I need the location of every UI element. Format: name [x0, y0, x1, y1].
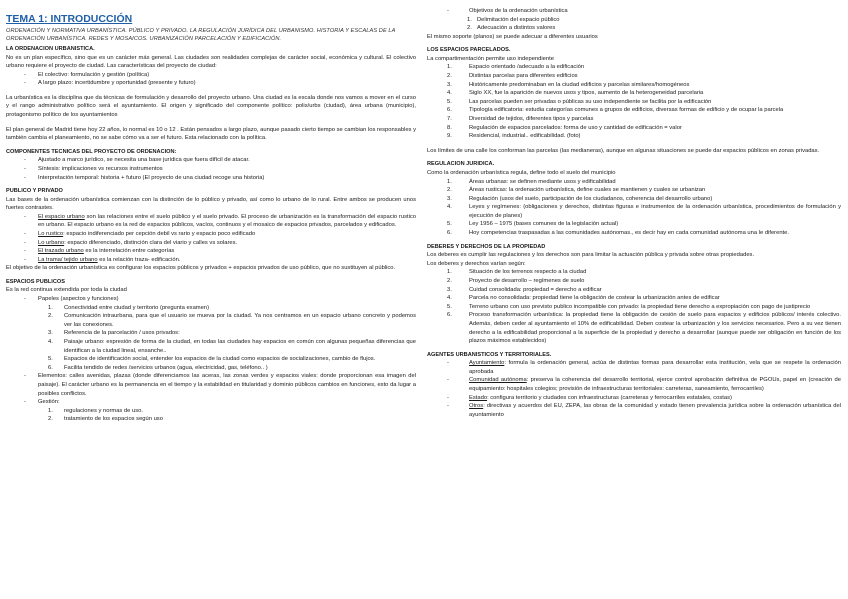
list-item: 9. Residencial, industrial.. edificabilidad. (foto)	[447, 133, 581, 140]
paragraph: Los deberes es cumplir las regulaciones y los derechos son para limitar la actuación pública y privada sobre otras propiedades.	[427, 252, 755, 259]
list-item: - Otros: directivas y acuerdos del EU, ZEPA, las obras de la comunidad y estado tienen prevalencia jurídica sobre la ordenación urbanística del ayuntamiento	[447, 403, 841, 418]
document-title: TEMA 1: INTRODUCCIÓN	[6, 13, 133, 25]
list-item: - Papeles (aspectos y funciones)	[24, 296, 119, 303]
list-item: 3. Regulación (usos del suelo, participación de los ciudadanos, coherencia del desarrollo urbano)	[447, 195, 713, 202]
list-item: 2. Distintas parcelas para diferentes edificios	[447, 73, 578, 80]
list-item: 2. Proyecto de desarrollo – regímenes de suelo	[447, 277, 585, 284]
list-item: - Síntesis: implicaciones vs recursos instrumentos	[24, 165, 163, 172]
list-item: 1. Delimitación del espacio público	[467, 16, 560, 23]
list-item: 7. Diversidad de tejidos, diferentes tipos y parcelas	[447, 116, 594, 123]
list-item: - Elementos: calles avenidas, plazas (donde diferenciamos las aceras, las zonas verdes y espacios viales: donde proporcionan esa imagen del paisaje). El carácter urbano es la permanencia en el tiempo y la estabilidad en titularidad y dominio públicos cambios en funciones, esto da lugar a posibles conflictos.	[24, 373, 416, 397]
paragraph: El objetivo de la ordenación urbanística es configurar los espacios públicos y privados + espacios privados de uso público, que no sustituyen al público.	[6, 265, 396, 272]
paragraph: La urbanística es la disciplina que da técnicas de formulación y desarrollo del proyecto urbano. Una ciudad es la escala donde nos vamos a mover en el curso y el rango administrativo político será el ayuntamiento. El origen y significado del componente político: polis/urbs (ciudad), área urbana (municipio), protagonismo político de los ayuntamientos	[6, 94, 416, 119]
list-item: 6. Tipología edificatoria: estudia categorías comunes a grupos de edificios, diversas formas de edificio y de ocupar la parcela	[447, 107, 784, 114]
document-subtitle: ORDENACIÓN Y NORMATIVA URBANÍSTICA. PÚBLICO Y PRIVADO. LA REGULACIÓN JURÍDICA DEL URBANISMO. HISTORIA Y ESCALAS DE LA ORDENACIÓN URBANÍSTICA. REDES Y MOSAICOS. URBANIZACIÓN PARCELACIÓN Y EDIFICACIÓN.	[6, 28, 396, 42]
section-heading-componentes: COMPONENTES TECNICAS DEL PROYECTO DE ORDENACION:	[6, 148, 177, 155]
section-heading-regulacion: REGULACION JURIDICA.	[427, 161, 495, 168]
left-column	[6, 0, 416, 424]
right-column	[427, 0, 841, 419]
list-item: 5. Las parcelas pueden ser privadas o públicas su uso independiente se facilita por la edificación	[447, 98, 712, 105]
section-heading-espacios-parcelados: LOS ESPACIOS PARCELADOS.	[427, 47, 511, 54]
list-item: 4. Siglo XX, fue la aparición de nuevos usos y tipos, aumento de la heterogeneidad parcelaria	[447, 90, 704, 97]
bullet-list	[427, 7, 841, 16]
bullet-list	[6, 295, 416, 304]
list-item: 4. Leyes y regímenes: (obligaciones y derechos, distintas figuras e instrumentos de la ordenación urbanística, procedimientos de formulación y ejecución de planes)	[447, 204, 841, 219]
list-item: 6. Proceso transformación urbanística: la propiedad tiene la obligación de cesión de suelo para espacios y edificios públicos/ interés colectivo. Además, deben ceder al ayuntamiento el 10% de edificabilidad. Deben costear la urbanización y los servicios necesarios. Pero a su vez tienen derecho a la edificabilidad proporcional a la superficie de la propiedad y derecho a desarrollar (aunque puede ser obligación en función de los plazos máximos establecidos)	[447, 312, 841, 345]
list-item: 6. Hoy competencias traspasadas a las comunidades autónomas., es decir hay en cada comunidad autónoma una le diferente.	[447, 230, 789, 237]
list-item: 1. regulaciones y normas de uso.	[48, 407, 143, 414]
list-item: 5. Terreno urbano con uso previsto publico incompatible con privado: la propiedad tiene derecho a expropiación con pago de justiprecio	[447, 303, 811, 310]
paragraph: No es un plan específico, sino que es un carácter más general. Las ciudades son realidades complejas de carácter social, económica y cultural. El colectivo urbano requiere el proyecto de ciudad. Las características del proyecto de ciudad:	[6, 54, 416, 70]
list-item: - Lo rustico: espacio indiferenciado per cepción debil vs rario y espacio poco edificado	[24, 231, 256, 237]
bullet-list	[6, 156, 416, 182]
list-item: - Ajustado a marco jurídico, se necesita una base jurídica que fuera difícil de atacar.	[24, 157, 250, 164]
paragraph: Como la ordenación urbanística regula, define todo el suelo del municipio	[427, 169, 616, 176]
paragraph: Es la red continua extendida por toda la ciudad	[6, 287, 127, 294]
list-item: 2. tratamiento de los espacios según uso	[48, 416, 163, 423]
list-item: 1. Conectividad entre ciudad y territorio (pregunta examen)	[48, 304, 209, 311]
list-item: - Lo urbano: espacio diferenciado, distinción clara del viario y calles vs solares.	[24, 239, 238, 246]
list-item: - El trazado urbano es la interrelación entre categorías	[24, 248, 175, 255]
list-item: 6. Facilita tendido de redes /servicios urbanos (agua, electricidad, gas, teléfono.. )	[48, 364, 268, 371]
list-item: 5. Ley 1956 – 1975 (bases comunes de la legislación actual)	[447, 221, 619, 228]
list-item: - El colectivo: formulación y gestión (política)	[24, 71, 150, 78]
section-heading-ordenacion: LA ORDENACION URBANISTICA.	[6, 46, 95, 52]
list-item: - Gestión:	[24, 399, 60, 406]
paragraph: La compartimentación permite uso independiente	[427, 55, 554, 62]
paragraph: Los límites de una calle los conforman las parcelas (las medianeras), aunque en algunas situaciones se puede dar espacios públicos en zonas privadas.	[427, 147, 820, 154]
list-item: - A largo plazo: incertidumbre y oportunidad (presente y futuro)	[24, 80, 196, 87]
numbered-list	[427, 268, 841, 345]
list-item: - Interpretación temporal: historia + futuro (El proyecto de una ciudad recoge una historia)	[24, 174, 265, 181]
bullet-list	[6, 71, 416, 88]
list-item: 8. Regulación de espacios parcelados: forma de uso y cantidad de edificación = valor	[447, 124, 682, 131]
list-item: 5. Espacios de identificación social, entender los espacios de la ciudad como espacios de socializaciones, cambio de flujos.	[48, 356, 376, 363]
numbered-list	[6, 304, 416, 373]
list-item: 2. Áreas rusticas: la ordenación urbanística, define cuales se mantienen y cuales se urbanizan	[447, 187, 706, 194]
numbered-list	[6, 407, 416, 424]
list-item: 4. Paisaje urbano: expresión de forma de la ciudad, en todas las ciudades hay espacios en común con algunas pequeñas diferencias que identifican a la ciudad lineal, ensanche..	[48, 339, 416, 354]
list-item: 1. Áreas urbanas: se definen mediante usos y edificabilidad	[447, 178, 616, 185]
list-item: 1. Situación de los terrenos respecto a la ciudad	[447, 269, 587, 276]
paragraph: Los deberes y derechos varían según:	[427, 260, 526, 267]
list-item: 2. Adecuación a distintos valores	[467, 25, 556, 32]
list-item: 3. Cuidad consolidada: propiedad = derecho a edificar	[447, 286, 602, 293]
section-heading-espacios-publicos: ESPACIOS PUBLICOS	[6, 278, 65, 285]
list-item: 3. Históricamente predominaban en la ciudad edificios y parcelas similares/homogéneos	[447, 81, 690, 88]
bullet-list	[6, 213, 416, 265]
numbered-list	[427, 16, 841, 33]
list-item: - Estado: configura territorio y ciudades con infraestructuras (carreteras y ferrocarriles estatales, costas)	[447, 394, 732, 401]
list-item: - Comunidad autónoma: preserva la coherencia del desarrollo territorial, ejerce control aprobación definitiva de PGOUs, papel en (creación de equipamiento: hospitales colegios; provisión de infraestructuras territoriales: carreteras, saneamiento, ferrocarriles)	[447, 377, 841, 392]
paragraph: El plan general de Madrid tiene hoy 22 años, lo normal es 10 o 12 . Están pensados a largo plazo, aunque pasado cierto tiempo se cambian los responsables y también cambia el planeamiento, no se sabe cómo va a ser el futuro. Esta relacionado con la política.	[6, 126, 416, 142]
list-item: 3. Referencia de la parcelación / usos privados:	[48, 330, 180, 337]
section-heading-agentes: AGENTES URBANISTICOS Y TERRITORIALES.	[427, 351, 552, 358]
list-item: - El espacio urbano son las relaciones entre el suelo público y el suelo privado. El proceso de urbanización es la transformación del espacio rustico en urbano. El espacio urbano es la red de espacios públicos, vacíos, continuos y el mosaico de espacios privados, parcelados y edificados.	[24, 213, 416, 229]
list-item: 2. Comunicación intraurbana, para que el usuario se mueva por la ciudad. Ya nos centramos en un espacio urbano concreto y podemos ver las conexiones.	[48, 313, 416, 328]
list-item: - Objetivos de la ordenación urbanística	[447, 8, 568, 14]
numbered-list	[427, 63, 841, 140]
section-heading-publico-privado: PUBLICO Y PRIVADO	[6, 188, 63, 195]
list-item: - Ayuntamiento: formula la ordenación general, actúa de distintas formas para desarrollar esta institución, vela que se respete la ordenación aprobada	[447, 360, 841, 375]
list-item: 4. Parcela no consolidada: propiedad tiene la obligación de costear la urbanización antes de edificar	[447, 295, 720, 302]
paragraph: Las bases de la ordenación urbanística comienzan con la distinción de lo público y privado, así como lo urbano de lo rural. Entre ambos se producen unos fuertes contrastes.	[6, 196, 416, 212]
bullet-list	[6, 372, 416, 406]
paragraph: El mismo soporte (planos) se puede adecuar a diferentes usuarios	[427, 33, 598, 40]
numbered-list	[427, 178, 841, 238]
list-item: - La trama/ tejido urbano es la relación traza- edificación.	[24, 256, 181, 263]
list-item: 1. Espacio orientado /adecuado a la edificación	[447, 64, 585, 71]
bullet-list	[427, 359, 841, 419]
section-heading-deberes: DEBERES Y DERECHOS DE LA PROPIEDAD	[427, 243, 546, 250]
